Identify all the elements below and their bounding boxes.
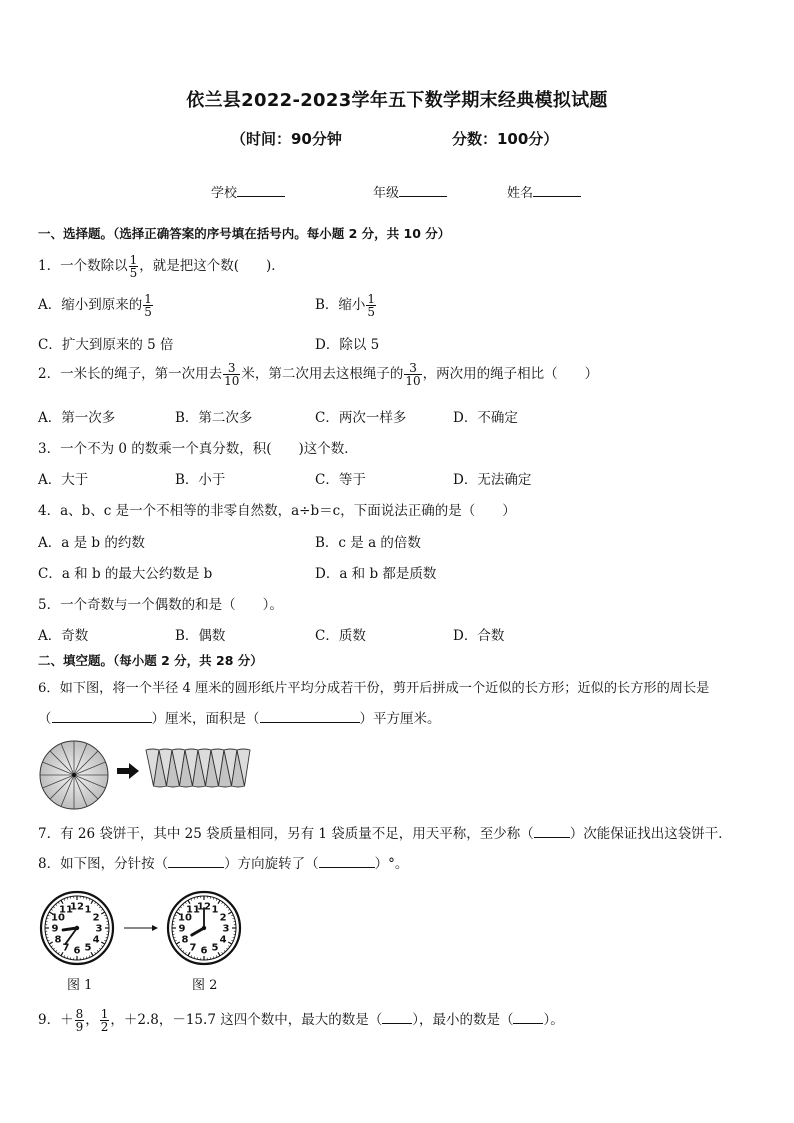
- circle-center: [72, 773, 76, 777]
- q2-text-pre: 2．一米长的绳子，第一次用去: [38, 366, 223, 382]
- q7-blank[interactable]: [534, 825, 570, 838]
- q6-text-post: ）平方厘米。: [359, 711, 441, 727]
- question-2: [38, 362, 598, 387]
- q7-text-post: ）次能保证找出这袋饼干．: [569, 826, 732, 842]
- clock-center: [202, 926, 206, 930]
- q1-a-text: A．缩小到原来的: [38, 297, 143, 313]
- clock-number: 11: [186, 904, 200, 916]
- q2-option-c[interactable]: C．两次一样多: [315, 410, 407, 426]
- q4-option-b[interactable]: B．c 是 a 的倍数: [315, 535, 421, 551]
- question-8: [38, 852, 408, 872]
- q4-option-d[interactable]: D．a 和 b 都是质数: [315, 566, 437, 582]
- clock-number: 5: [211, 942, 219, 954]
- grade-field: [373, 182, 447, 201]
- clock-center: [75, 926, 79, 930]
- q5-option-b[interactable]: B．偶数: [175, 628, 226, 644]
- q9-text-pre: 9．＋: [38, 1012, 74, 1028]
- grade-blank[interactable]: [399, 184, 447, 197]
- clock-number: 6: [200, 945, 208, 957]
- q5-option-a[interactable]: A．奇数: [38, 628, 89, 644]
- clock-number: 10: [50, 912, 65, 924]
- exam-time: （时间：90分钟: [231, 130, 342, 148]
- clock-number: 2: [219, 912, 227, 924]
- q1-option-b[interactable]: [315, 293, 377, 318]
- question-4: 4．a、b、c 是一个不相等的非零自然数，a÷b＝c，下面说法正确的是（ ）: [38, 503, 516, 519]
- arrow-icon: [124, 922, 158, 934]
- clock-number: 7: [189, 942, 197, 954]
- clock-number: 1: [211, 904, 219, 916]
- grade-label: 年级: [373, 186, 400, 201]
- q9-f1-num: 8: [75, 1007, 84, 1021]
- figure-1-caption: 图 1: [67, 978, 93, 993]
- q2-text-post: ，两次用的绳子相比（ ）: [422, 366, 599, 382]
- q1-frac-num: 1: [129, 253, 138, 267]
- q9-f2-den: 2: [100, 1020, 109, 1034]
- q4-option-c[interactable]: C．a 和 b 的最大公约数是 b: [38, 566, 213, 582]
- q2-fraction-2: [404, 362, 421, 387]
- q5-option-d[interactable]: D．合数: [453, 628, 505, 644]
- q9-min-blank[interactable]: [513, 1011, 543, 1024]
- right-arrow-icon: [117, 763, 139, 779]
- q9-max-blank[interactable]: [382, 1011, 412, 1024]
- section-fill-heading: 二、填空题。（每小题 2 分，共 28 分）: [38, 653, 263, 668]
- clock-number: 11: [59, 904, 73, 916]
- q8-text-pre: 8．如下图，分针按（: [38, 856, 169, 872]
- q1-b-den: 5: [367, 305, 376, 319]
- rectangle-strips: [146, 749, 250, 787]
- q2-option-b[interactable]: B．第二次多: [175, 410, 253, 426]
- clock-number: 4: [92, 934, 100, 946]
- q1-option-d[interactable]: D．除以 5: [315, 337, 380, 353]
- clock-number: 7: [62, 942, 70, 954]
- q8-direction-blank[interactable]: [168, 855, 224, 868]
- q6-perimeter-blank[interactable]: [52, 710, 152, 723]
- clock-number: 9: [178, 923, 186, 935]
- q8-text-post: ）°。: [374, 856, 409, 872]
- question-1: [38, 254, 285, 279]
- q3-option-b[interactable]: B．小于: [175, 472, 226, 488]
- q1-a-fraction: [143, 293, 153, 318]
- q2-option-d[interactable]: D．不确定: [453, 410, 518, 426]
- q9-text-end: ）。: [543, 1012, 564, 1028]
- name-blank[interactable]: [533, 184, 581, 197]
- name-field: [507, 182, 581, 201]
- clock-number: 3: [222, 923, 230, 935]
- q5-option-c[interactable]: C．质数: [315, 628, 366, 644]
- question-6-line1: 6．如下图，将一个半径 4 厘米的圆形纸片平均分成若干份，剪开后拼成一个近似的长方形；近似的长方形的周长是: [38, 681, 710, 696]
- q9-fraction-1: [75, 1008, 85, 1033]
- divided-circle-figure: [38, 739, 110, 811]
- question-6-line2: [38, 707, 441, 727]
- q9-text-mid: ），最小的数是（: [412, 1012, 514, 1028]
- q2-option-a[interactable]: A．第一次多: [38, 410, 116, 426]
- school-blank[interactable]: [237, 184, 285, 197]
- question-9: [38, 1008, 564, 1033]
- q6-text-mid: ）厘米，面积是（: [151, 711, 260, 727]
- q3-option-c[interactable]: C．等于: [315, 472, 366, 488]
- q9-fraction-2: [100, 1008, 110, 1033]
- clock-number: 3: [95, 923, 103, 935]
- q3-option-d[interactable]: D．无法确定: [453, 472, 532, 488]
- q9-text-post: ，＋2.8，－15.7 这四个数中，最大的数是（: [110, 1012, 383, 1028]
- name-label: 姓名: [507, 186, 534, 201]
- clock-number: 1: [84, 904, 92, 916]
- q1-fraction: [129, 254, 139, 279]
- clock-figure-1: [39, 890, 115, 966]
- school-label: 学校: [211, 186, 238, 201]
- clock-number: 12: [197, 901, 211, 913]
- question-5: 5．一个奇数与一个偶数的和是（ ）。: [38, 597, 283, 613]
- q1-text-post: ，就是把这个数( )．: [139, 258, 285, 274]
- q2-fraction-1: [223, 362, 240, 387]
- school-field: [211, 182, 285, 201]
- q9-f1-den: 9: [75, 1020, 84, 1034]
- question-7: [38, 822, 732, 842]
- page-title: 依兰县2022-2023学年五下数学期末经典模拟试题: [186, 90, 608, 111]
- section-choice-heading: 一、选择题。（选择正确答案的序号填在括号内。每小题 2 分，共 10 分）: [38, 226, 451, 241]
- clock-number: 12: [70, 901, 84, 913]
- clock-number: 9: [51, 923, 59, 935]
- clock-number: 6: [73, 945, 81, 957]
- q7-text-pre: 7．有 26 袋饼干，其中 25 袋质量相同，另有 1 袋质量不足，用天平称，至少称（: [38, 826, 534, 842]
- q9-f2-num: 1: [100, 1007, 109, 1021]
- q1-b-fraction: [366, 293, 376, 318]
- exam-score: 分数：100分）: [452, 130, 559, 148]
- q1-b-num: 1: [367, 292, 376, 306]
- q1-option-a[interactable]: [38, 293, 154, 318]
- q4-option-a[interactable]: A．a 是 b 的约数: [38, 535, 145, 551]
- q1-option-c[interactable]: C．扩大到原来的 5 倍: [38, 337, 174, 353]
- figure-2-caption: 图 2: [192, 978, 218, 993]
- q1-a-den: 5: [144, 305, 152, 319]
- q2-f1-num: 3: [227, 361, 236, 375]
- question-3: 3．一个不为 0 的数乘一个真分数，积( )这个数．: [38, 441, 358, 457]
- approx-rectangle-figure: [144, 748, 256, 788]
- clock-number: 8: [181, 934, 189, 946]
- q6-area-blank[interactable]: [260, 710, 360, 723]
- q2-f2-num: 3: [409, 361, 417, 375]
- clock-number: 8: [54, 934, 62, 946]
- q8-angle-blank[interactable]: [319, 855, 375, 868]
- q1-b-text: B．缩小: [315, 297, 366, 313]
- q2-f1-den: 10: [224, 374, 240, 388]
- q3-option-a[interactable]: A．大于: [38, 472, 89, 488]
- clock-number: 10: [177, 912, 192, 924]
- clock-number: 5: [84, 942, 92, 954]
- clock-figure-2: [166, 890, 242, 966]
- clock-number: 2: [92, 912, 100, 924]
- clock-number: 4: [219, 934, 227, 946]
- q1-a-num: 1: [144, 292, 152, 306]
- q6-open: （: [38, 711, 52, 727]
- q8-text-mid: ）方向旋转了（: [224, 856, 319, 872]
- q1-text-pre: 1．一个数除以: [38, 258, 128, 274]
- q1-frac-den: 5: [129, 266, 138, 280]
- q2-text-mid: 米，第二次用去这根绳子的: [241, 366, 404, 382]
- q9-separator: ，: [85, 1012, 99, 1028]
- q2-f2-den: 10: [405, 374, 421, 388]
